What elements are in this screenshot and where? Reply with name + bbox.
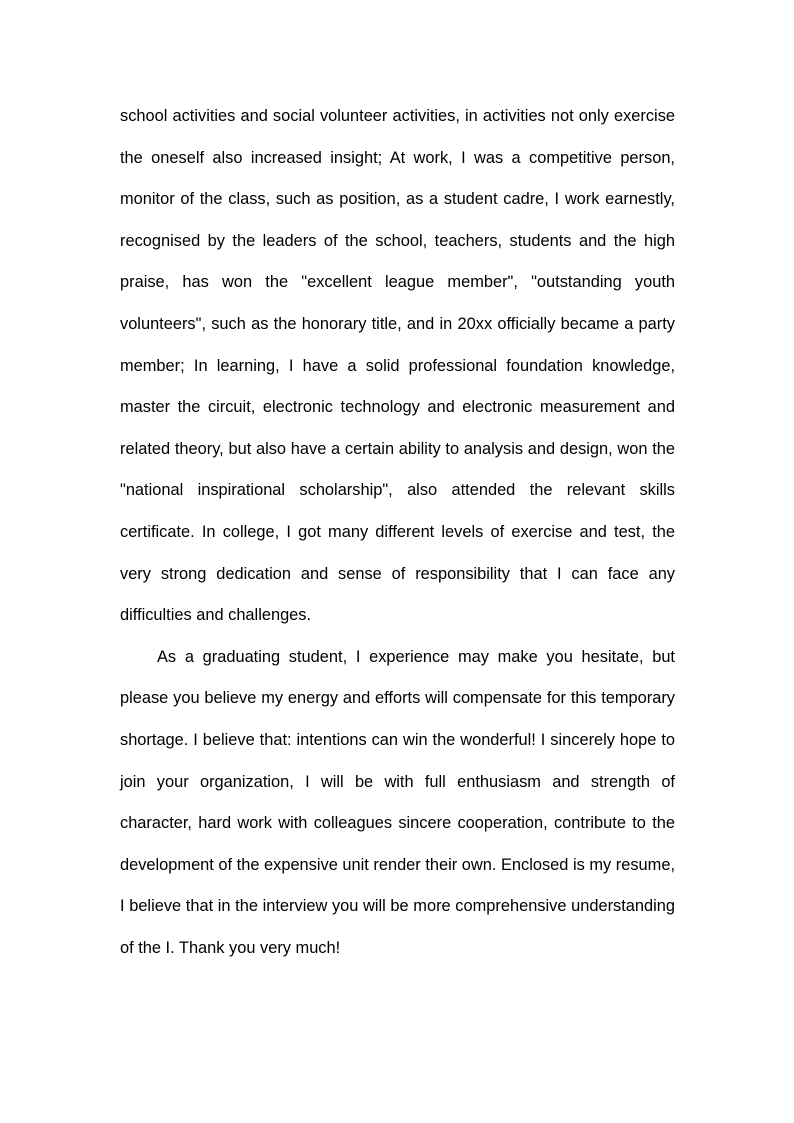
body-paragraph-1: school activities and social volunteer activities, in activities not only exercise the oneself also increased insight; At work, I was a competitive person, monitor of the class, such as position, as a student cadre, I work earnestly, recognised by the leaders of the school, teachers, students and the high praise, has won the "excellent league member", "outstanding youth volunteers", such as the honorary title, and in 20xx officially became a party member; In learning, I have a solid professional foundation knowledge, master the circuit, electronic technology and electronic measurement and related theory, but also have a certain ability to analysis and design, won the "national inspirational scholarship", also attended the relevant skills certificate. In college, I got many different levels of exercise and test, the very strong dedication and sense of responsibility that I can face any difficulties and challenges. bbox=[120, 107, 675, 625]
document-page bbox=[120, 96, 675, 969]
body-paragraph-2: As a graduating student, I experience may make you hesitate, but please you believe my energy and efforts will compensate for this temporary shortage. I believe that: intentions can win the wonderful! I sincerely hope to join your organization, I will be with full enthusiasm and strength of character, hard work with colleagues sincere cooperation, contribute to the development of the expensive unit render their own. Enclosed is my resume, I believe that in the interview you will be more comprehensive understanding of the I. Thank you very much! bbox=[120, 647, 675, 957]
